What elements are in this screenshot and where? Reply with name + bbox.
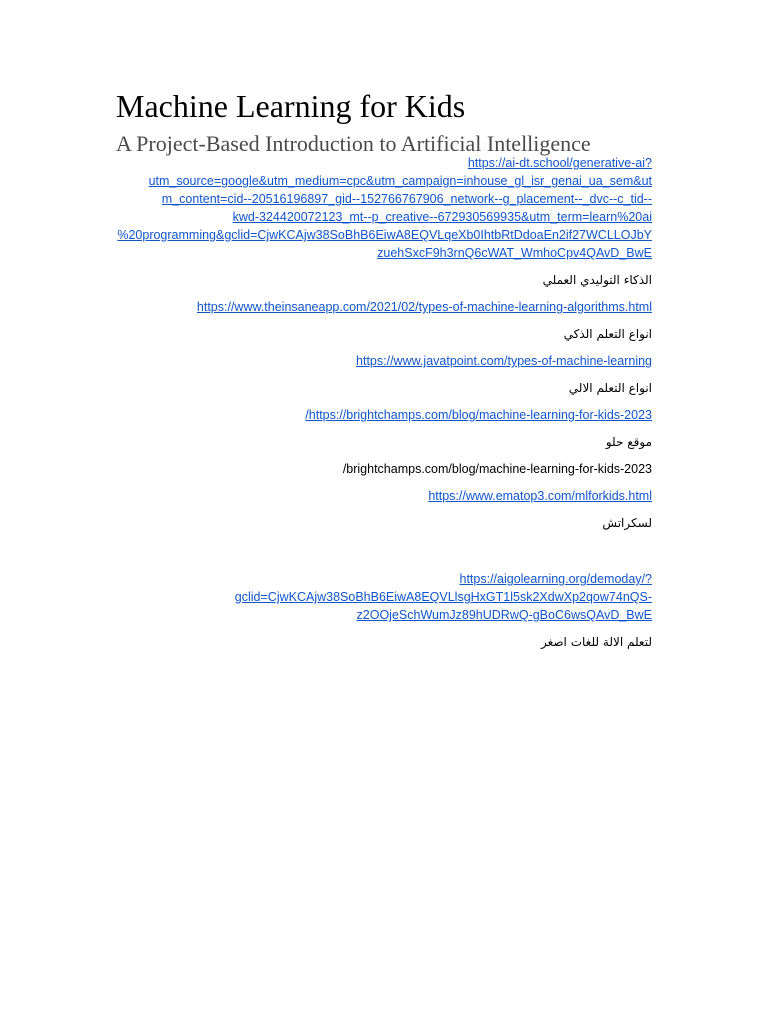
- link-paragraph-4: [110, 406, 652, 424]
- link-ai-dt-line-2[interactable]: utm_source=google&utm_medium=cpc&utm_campaign=inhouse_gl_isr_genai_ua_sem&ut: [148, 174, 652, 188]
- link-paragraph-7: [110, 570, 652, 624]
- link-aigolearning-line-1[interactable]: https://aigolearning.org/demoday/?: [459, 572, 652, 586]
- link-paragraph-6: [110, 487, 652, 505]
- document-body: [110, 154, 652, 660]
- empty-paragraph: [110, 541, 652, 570]
- note-generative-ai: الذكاء التوليدي العملي: [542, 273, 652, 287]
- link-paragraph-1: [110, 154, 652, 262]
- document-subtitle: A Project-Based Introduction to Artificial Intelligence: [116, 131, 591, 156]
- link-paragraph-3: [110, 352, 652, 370]
- link-ai-dt-line-3[interactable]: m_content=cid--20516196897_gid--152766767906_network--g_placement--_dvc--c_tid--: [161, 192, 652, 206]
- link-ai-dt-line-6[interactable]: zuehSxcF9h3rnQ6cWAT_WmhoCpv4QAvD_BwE: [377, 246, 652, 260]
- link-aigolearning-line-2[interactable]: gclid=CjwKCAjw38SoBhB6EiwA8EQVLlsgHxGT1l5sk2XdwXp2qow74nQS-: [234, 590, 652, 604]
- note-scratch: لسكراتش: [602, 516, 652, 530]
- plain-brightchamps-path: /brightchamps.com/blog/machine-learning-for-kids-2023: [342, 462, 652, 476]
- note-smart-learning-types: انواع التعلم الذكي: [563, 327, 652, 341]
- note-nice-site: موقع حلو: [605, 435, 652, 449]
- link-ai-dt-line-4[interactable]: kwd-324420072123_mt--p_creative--672930569935&utm_term=learn%20ai: [232, 210, 652, 224]
- link-ai-dt-line-5[interactable]: %20programming&gclid=CjwKCAjw38SoBhB6EiwA8EQVLqeXb0IhtbRtDdoaEn2if27WCLLOJbY: [117, 228, 652, 242]
- link-javatpoint[interactable]: https://www.javatpoint.com/types-of-machine-learning: [356, 354, 652, 368]
- note-small-language-models: لتعلم الالة للغات اصغر: [540, 635, 652, 649]
- document-title: Machine Learning for Kids: [116, 88, 466, 124]
- link-brightchamps[interactable]: /https://brightchamps.com/blog/machine-learning-for-kids-2023: [305, 408, 652, 422]
- link-paragraph-2: [110, 298, 652, 316]
- link-theinsaneapp[interactable]: https://www.theinsaneapp.com/2021/02/types-of-machine-learning-algorithms.html: [196, 300, 652, 314]
- note-machine-learning-types: انواع التعلم الالي: [568, 381, 652, 395]
- link-aigolearning-line-3[interactable]: z2OOjeSchWumJz89hUDRwQ-gBoC6wsQAvD_BwE: [356, 608, 652, 622]
- link-ematop3[interactable]: https://www.ematop3.com/mlforkids.html: [428, 489, 652, 503]
- link-ai-dt-line-1[interactable]: https://ai-dt.school/generative-ai?: [467, 156, 652, 170]
